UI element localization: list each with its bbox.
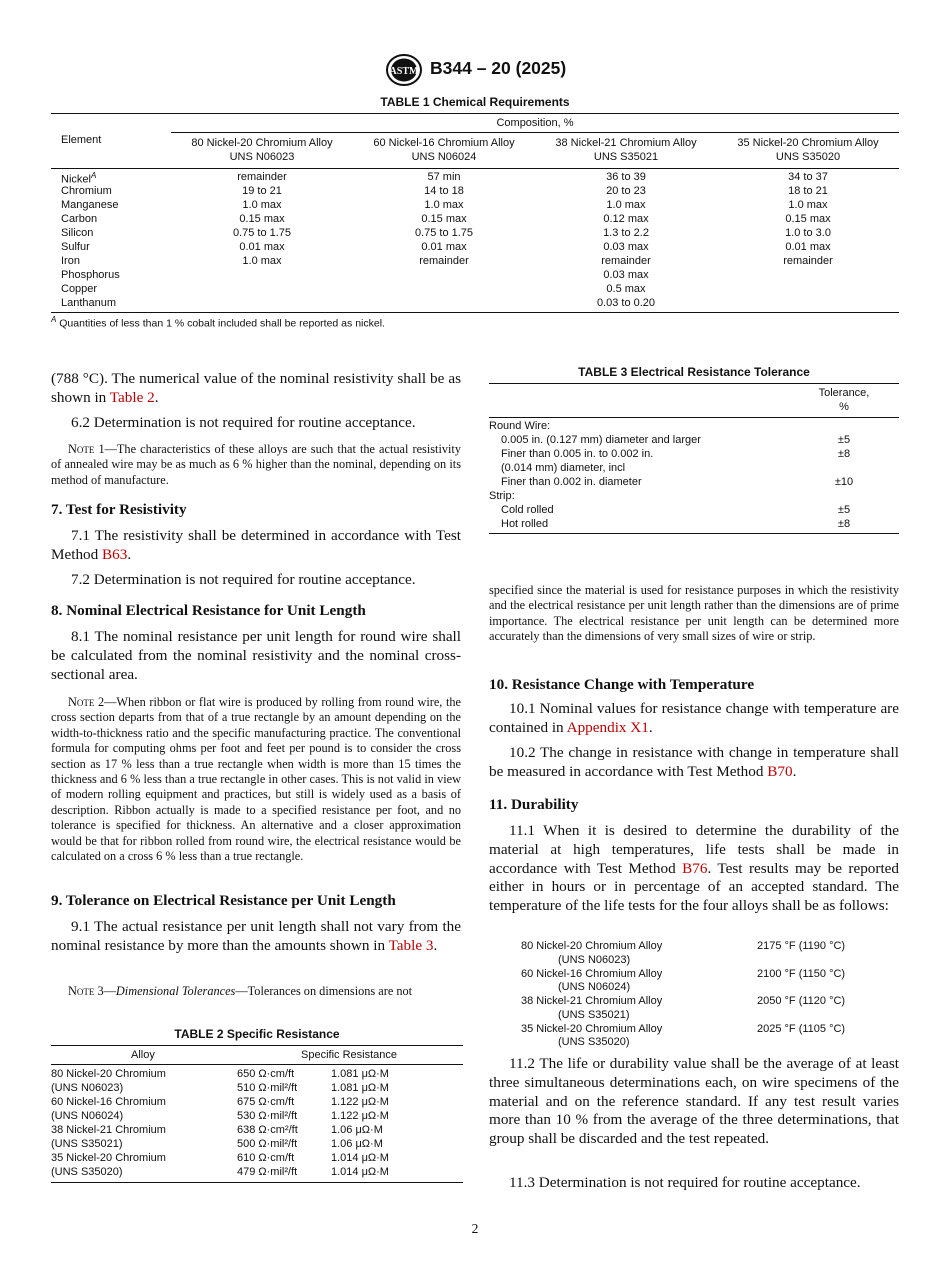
table1-element-name: Lanthanum (61, 297, 117, 309)
table2-resistance-imperial: 610 Ω·cm/ft (237, 1152, 295, 1164)
table2-alloy: (UNS S35021) (51, 1138, 123, 1150)
table2-link[interactable]: Table 2 (109, 388, 155, 406)
table1-cell: 1.0 max (424, 199, 464, 211)
table2-resistance-imperial: 675 Ω·cm/ft (237, 1096, 295, 1108)
table1-cell: 1.0 to 3.0 (785, 227, 831, 239)
note-3: Note 3—Dimensional Tolerances—Tolerances on dimensions are not (68, 984, 413, 998)
table3-tolerance-header: Tolerance, (818, 387, 870, 399)
section-9-1: 9.1 The actual resistance per unit length shall not vary from the nominal resistance by more than the amounts shown in Table 3. (51, 918, 461, 954)
section-11-2: 11.2 The life or durability value shall be the average of at least three simultaneous determinations each, on wire specimens of the material and on the reference standard. If any test result varies more than 10 % from the average of the three determinations, that group shall be discarded and the test repeated. (489, 1055, 899, 1148)
section-10-2: 10.2 The change in resistance with change in temperature shall be measured in accordance with Test Method B70. (489, 744, 899, 780)
table2-alloy: 35 Nickel-20 Chromium (51, 1152, 166, 1164)
table1-element-header: Element (61, 134, 102, 146)
table2-alloy: (UNS N06023) (51, 1082, 124, 1094)
table1-cell: 0.15 max (785, 213, 831, 225)
table1-cell: remainder (237, 171, 287, 183)
table1-cell: 0.03 to 0.20 (596, 297, 656, 309)
section-11-3: 11.3 Determination is not required for routine acceptance. (509, 1174, 861, 1191)
heading-section-8: 8. Nominal Electrical Resistance for Unit Length (51, 602, 366, 619)
table2-resistance-metric: 1.014 μΩ·M (331, 1152, 389, 1164)
table1-footnote: $^A$ Quantities of less than 1 % cobalt included shall be reported as nickel. (51, 315, 385, 330)
table3-percent-header: % (839, 401, 849, 413)
b76-link[interactable]: B76 (682, 859, 708, 877)
svg-text:ASTM: ASTM (389, 66, 419, 77)
table1-col-header: 35 Nickel-20 Chromium Alloy UNS S35020 (737, 137, 879, 163)
table1-element-name: Carbon (61, 213, 98, 225)
table2-resistance-imperial: 479 Ω·mil²/ft (237, 1166, 298, 1178)
table1-cell: remainder (601, 255, 651, 267)
table1-cell: 36 to 39 (606, 171, 646, 183)
durability-alloy: 35 Nickel-20 Chromium Alloy (521, 1022, 663, 1035)
table1-cell: 0.01 max (421, 241, 467, 253)
table2-alloy: 60 Nickel-16 Chromium (51, 1096, 166, 1108)
table2-alloy: 38 Nickel-21 Chromium (51, 1124, 166, 1136)
table3-row-value: ±5 (837, 504, 851, 516)
appendix-x1-link[interactable]: Appendix X1 (566, 718, 649, 736)
section-7-2: 7.2 Determination is not required for routine acceptance. (71, 571, 416, 588)
table2-alloy: (UNS N06024) (51, 1110, 124, 1122)
standard-designation: B344 – 20 (2025) (430, 58, 567, 78)
heading-section-11: 11. Durability (489, 796, 579, 813)
table3-row-value: ±5 (837, 434, 851, 446)
table1-col-header: 38 Nickel-21 Chromium Alloy UNS S35021 (555, 137, 697, 163)
section-11-1: 11.1 When it is desired to determine the durability of the material at high temperatures, life tests shall be made in accordance with Test Method B76. Test results may be reported either in hours or in percentage of an accepted standard. The temperature of the life tests for the four alloys shall be as follows: (489, 822, 900, 915)
table3 (489, 383, 899, 534)
table1-cell: 1.3 to 2.2 (603, 227, 649, 239)
table2-resistance-header: Specific Resistance (301, 1049, 397, 1061)
table2-resistance-metric: 1.122 μΩ·M (331, 1096, 389, 1108)
table2-caption: TABLE 2 Specific Resistance (174, 1027, 340, 1041)
table3-row-label: Finer than 0.005 in. to 0.002 in. (501, 448, 654, 460)
table3-row-value: ±8 (837, 448, 851, 460)
table2-resistance-imperial: 510 Ω·mil²/ft (237, 1082, 298, 1094)
table3-row-value: ±8 (837, 518, 851, 530)
note-1: Note 1—The characteristics of these alloys are such that the actual resistivity of annealed wire may be as much as 6 % higher than the nominal, depending on its method of manufacture. (51, 442, 462, 487)
section-10-1: 10.1 Nominal values for resistance change with temperature are contained in Appendix X1. (489, 700, 899, 736)
durability-uns: (UNS S35020) (558, 1036, 630, 1048)
table1-element-name: Chromium (61, 185, 112, 197)
table2-resistance-imperial: 650 Ω·cm/ft (237, 1068, 295, 1080)
section-8-1: 8.1 The nominal resistance per unit length for round wire shall be calculated from the nominal resistivity and the nominal cross-sectional area. (51, 628, 461, 683)
durability-uns: (UNS N06024) (558, 981, 631, 993)
heading-section-7: 7. Test for Resistivity (51, 501, 187, 518)
table1-cell: 19 to 21 (242, 185, 282, 197)
table1-cell: 1.0 max (606, 199, 646, 211)
table1-cell: 1.0 max (788, 199, 828, 211)
table3-row-label: Hot rolled (501, 518, 549, 530)
table1-element-name: Iron (61, 255, 80, 267)
table3-row-label: Finer than 0.002 in. diameter (501, 476, 642, 488)
table2-resistance-metric: 1.081 μΩ·M (331, 1082, 389, 1094)
table1-cell: 0.75 to 1.75 (414, 227, 474, 239)
table3-row-label: Round Wire: (489, 420, 551, 432)
table1-cell: remainder (783, 255, 833, 267)
table1-element-name: Phosphorus (61, 269, 120, 281)
table3-caption: TABLE 3 Electrical Resistance Tolerance (578, 365, 810, 379)
durability-temperature: 2050 °F (1120 °C) (757, 995, 846, 1007)
durability-alloy: 60 Nickel-16 Chromium Alloy (521, 967, 663, 980)
table1-cell: 0.15 max (421, 213, 467, 225)
table1-cell: 34 to 37 (788, 171, 828, 183)
table2-resistance-imperial: 530 Ω·mil²/ft (237, 1110, 298, 1122)
table1-cell: 1.0 max (242, 255, 282, 267)
table2 (51, 1045, 463, 1183)
table3-link[interactable]: Table 3 (388, 936, 434, 954)
table1-cell: 0.5 max (606, 283, 646, 295)
table2-resistance-metric: 1.06 μΩ·M (331, 1124, 383, 1136)
table1-cell: 1.0 max (242, 199, 282, 211)
table1-cell: 57 min (427, 171, 461, 183)
b63-link[interactable]: B63 (102, 545, 128, 563)
heading-section-10: 10. Resistance Change with Temperature (489, 676, 755, 693)
table1-cell: 0.15 max (239, 213, 285, 225)
page-number: 2 (471, 1221, 479, 1236)
table1-cell: remainder (419, 255, 469, 267)
table2-alloy: 80 Nickel-20 Chromium (51, 1068, 166, 1080)
table3-row-label: 0.005 in. (0.127 mm) diameter and larger (501, 434, 701, 446)
table2-resistance-imperial: 638 Ω·cm²/ft (237, 1124, 298, 1136)
table3-row-label: (0.014 mm) diameter, incl (501, 462, 626, 474)
table1-col-header: 80 Nickel-20 Chromium Alloy UNS N06023 (191, 137, 333, 163)
table1-col-header: 60 Nickel-16 Chromium Alloy UNS N06024 (373, 137, 515, 163)
table1-element-name: Silicon (61, 227, 94, 239)
table2-alloy-header: Alloy (131, 1049, 155, 1061)
table1-composition-header: Composition, % (496, 117, 574, 129)
durability-uns: (UNS S35021) (558, 1008, 630, 1021)
table1-cell: 0.01 max (785, 241, 831, 253)
table1-cell: 0.01 max (239, 241, 285, 253)
table2-resistance-metric: 1.06 μΩ·M (331, 1138, 383, 1150)
durability-uns: (UNS N06023) (558, 953, 631, 966)
table1-caption: TABLE 1 Chemical Requirements (380, 95, 570, 109)
table1-cell: 14 to 18 (424, 185, 464, 197)
b70-link[interactable]: B70 (767, 762, 793, 780)
table1-element-name: Nickel$^A$ (61, 171, 97, 186)
table3-row-value: ±10 (834, 476, 854, 488)
table1-cell: 0.03 max (603, 269, 649, 281)
note-2: Note 2—When ribbon or flat wire is produced by rolling from round wire, the cross section departs from that of a true rectangle by an amount depending on the width-to-thickness ratio and the specific manufacturing practice. The conventional formula for computing ohms per foot and feet per pound is to consider the cross section as 17 % less than a true rectangle when width is more than 15 times the thickness and 6 % less than a true rectangle in other cases. This is not valid in view of modern rolling equipment and practices, but still is widely used as a basis of description. Ribbon actually is made to a specified resistance per foot, and no tolerance is specified for thickness. An alternative and a closer approximation would be that for ribbon rolled from round wire, the electrical resistance would be calculated on a cross 6 % less than a true rectangle. (51, 695, 461, 864)
table1-cell: 0.03 max (603, 241, 649, 253)
table1-element-name: Manganese (61, 199, 119, 211)
section-6-2: 6.2 Determination is not required for routine acceptance. (71, 414, 416, 431)
table2-alloy: (UNS S35020) (51, 1166, 123, 1178)
table1-cell: 0.75 to 1.75 (232, 227, 292, 239)
table1-element-name: Sulfur (61, 241, 90, 253)
table2-resistance-imperial: 500 Ω·mil²/ft (237, 1138, 298, 1150)
table2-resistance-metric: 1.081 μΩ·M (331, 1068, 389, 1080)
resistivity-continuation: (788 °C). The numerical value of the nominal resistivity shall be as shown in Table 2. (51, 370, 461, 406)
heading-section-9: 9. Tolerance on Electrical Resistance per Unit Length (51, 892, 396, 909)
table1-element-name: Copper (61, 283, 98, 295)
table2-resistance-metric: 1.014 μΩ·M (331, 1166, 389, 1178)
table1-cell: 18 to 21 (788, 185, 828, 197)
table1 (51, 113, 899, 313)
durability-alloy: 38 Nickel-21 Chromium Alloy (521, 995, 663, 1007)
section-7-1: 7.1 The resistivity shall be determined in accordance with Test Method B63. (51, 527, 461, 563)
durability-temperature: 2100 °F (1150 °C) (757, 967, 846, 980)
table3-row-label: Strip: (489, 490, 515, 502)
note-3-continuation: specified since the material is used for resistance purposes in which the resistivity and the electrical resistance per unit length rather than the dimensions are of prime importance. The electrical resistance per unit length can be determined more accurately than the dimensions of very small sizes of wire or strip. (489, 583, 899, 644)
table1-cell: 20 to 23 (606, 185, 646, 197)
table1-cell: 0.12 max (603, 213, 649, 225)
durability-temperature: 2175 °F (1190 °C) (757, 940, 846, 952)
page-header (0, 54, 950, 86)
durability-temperature: 2025 °F (1105 °C) (757, 1022, 846, 1035)
table3-row-label: Cold rolled (501, 504, 554, 516)
durability-alloy: 80 Nickel-20 Chromium Alloy (521, 940, 663, 952)
table2-resistance-metric: 1.122 μΩ·M (331, 1110, 389, 1122)
astm-logo-icon (385, 54, 423, 86)
